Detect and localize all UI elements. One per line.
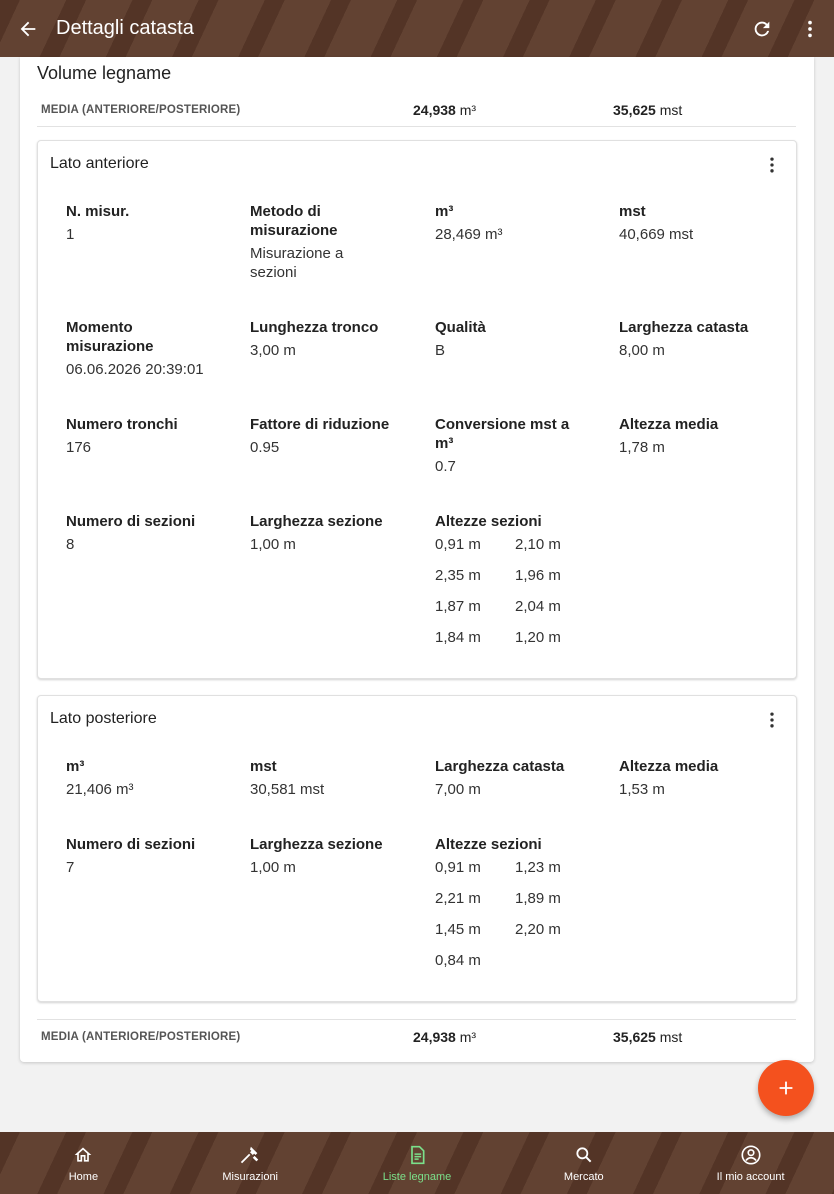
more-menu-button[interactable] bbox=[786, 0, 834, 57]
front-side-title: Lato anteriore bbox=[50, 155, 149, 172]
summary-mst: 35,625 mst bbox=[613, 1028, 683, 1045]
field-fattore-riduzione: Fattore di riduzione 0.95 bbox=[250, 416, 390, 456]
height-value: 1,84 m bbox=[435, 629, 481, 646]
list-icon bbox=[405, 1143, 429, 1167]
field-larghezza-catasta: Larghezza catasta 7,00 m bbox=[435, 758, 565, 798]
refresh-icon bbox=[751, 18, 773, 40]
summary-m3: 24,938 m³ bbox=[413, 101, 477, 118]
height-value: 1,96 m bbox=[515, 567, 561, 584]
app-bar bbox=[0, 0, 834, 57]
account-icon bbox=[739, 1143, 763, 1167]
nav-item-home[interactable] bbox=[0, 1132, 167, 1194]
nav-label: Mercato bbox=[563, 1171, 604, 1183]
front-more-button[interactable] bbox=[760, 153, 784, 177]
back-side-title: Lato posteriore bbox=[50, 710, 157, 727]
height-value: 1,45 m bbox=[435, 921, 481, 938]
field-altezze-sezioni-label: Altezze sezioni bbox=[435, 513, 542, 530]
back-side-card bbox=[37, 695, 797, 1002]
field-metodo: Metodo di misurazione Misurazione a sezioni bbox=[250, 203, 344, 281]
summary-m3: 24,938 m³ bbox=[413, 1028, 477, 1045]
nav-label: Il mio account bbox=[716, 1171, 785, 1183]
field-numero-sezioni: Numero di sezioni 7 bbox=[66, 836, 196, 876]
nav-label: Liste legname bbox=[382, 1171, 452, 1183]
field-momento: Momento misurazione 06.06.2026 20:39:01 bbox=[66, 319, 204, 378]
nav-item-account[interactable] bbox=[667, 1132, 834, 1194]
field-larghezza-sezione: Larghezza sezione 1,00 m bbox=[250, 513, 383, 553]
refresh-button[interactable] bbox=[738, 0, 786, 57]
height-value: 0,91 m bbox=[435, 536, 481, 553]
field-m3: m³ 28,469 m³ bbox=[435, 203, 503, 243]
summary-row-bottom bbox=[37, 1019, 796, 1053]
field-lunghezza-tronco: Lunghezza tronco 3,00 m bbox=[250, 319, 379, 359]
add-fab-button[interactable] bbox=[758, 1060, 814, 1116]
height-value: 1,89 m bbox=[515, 890, 561, 907]
summary-mst: 35,625 mst bbox=[613, 101, 683, 118]
search-icon bbox=[572, 1143, 596, 1167]
field-larghezza-sezione: Larghezza sezione 1,00 m bbox=[250, 836, 383, 876]
field-numero-tronchi: Numero tronchi 176 bbox=[66, 416, 178, 456]
front-side-card bbox=[37, 140, 797, 679]
page-title: Dettagli catasta bbox=[56, 17, 194, 39]
bottom-navigation bbox=[0, 1132, 834, 1194]
height-value: 2,04 m bbox=[515, 598, 561, 615]
field-altezza-media: Altezza media 1,53 m bbox=[619, 758, 719, 798]
summary-label: MEDIA (ANTERIORE/POSTERIORE) bbox=[41, 103, 241, 116]
nav-label: Misurazioni bbox=[222, 1171, 279, 1183]
field-n-misur: N. misur. 1 bbox=[66, 203, 130, 243]
field-larghezza-catasta: Larghezza catasta 8,00 m bbox=[619, 319, 749, 359]
back-button[interactable] bbox=[0, 0, 56, 57]
height-value: 0,91 m bbox=[435, 859, 481, 876]
height-value: 1,23 m bbox=[515, 859, 561, 876]
plus-icon bbox=[775, 1077, 797, 1099]
more-vert-icon bbox=[762, 155, 782, 175]
back-heights-grid bbox=[435, 858, 585, 970]
field-m3: m³ 21,406 m³ bbox=[66, 758, 134, 798]
home-icon bbox=[71, 1143, 95, 1167]
field-mst: mst 30,581 mst bbox=[250, 758, 325, 798]
field-conversione: Conversione mst a m³ 0.7 bbox=[435, 416, 570, 475]
nav-item-misurazioni[interactable] bbox=[167, 1132, 334, 1194]
volume-title: Volume legname bbox=[37, 63, 172, 83]
field-altezza-media: Altezza media 1,78 m bbox=[619, 416, 719, 456]
field-mst: mst 40,669 mst bbox=[619, 203, 694, 243]
nav-label: Home bbox=[68, 1171, 99, 1183]
height-value: 2,35 m bbox=[435, 567, 481, 584]
back-more-button[interactable] bbox=[760, 708, 784, 732]
height-value: 2,20 m bbox=[515, 921, 561, 938]
more-vert-icon bbox=[762, 710, 782, 730]
height-value: 2,10 m bbox=[515, 536, 561, 553]
summary-label: MEDIA (ANTERIORE/POSTERIORE) bbox=[41, 1030, 241, 1043]
hammer-icon bbox=[238, 1143, 262, 1167]
height-value: 1,87 m bbox=[435, 598, 481, 615]
field-altezze-sezioni-label: Altezze sezioni bbox=[435, 836, 542, 853]
height-value: 1,20 m bbox=[515, 629, 561, 646]
nav-item-liste-legname[interactable] bbox=[334, 1132, 501, 1194]
field-qualita: Qualità B bbox=[435, 319, 486, 359]
height-value: 0,84 m bbox=[435, 952, 481, 969]
nav-item-mercato[interactable] bbox=[500, 1132, 667, 1194]
field-numero-sezioni: Numero di sezioni 8 bbox=[66, 513, 196, 553]
more-vert-icon bbox=[799, 18, 821, 40]
height-value: 2,21 m bbox=[435, 890, 481, 907]
volume-card bbox=[20, 57, 814, 1062]
summary-row-top bbox=[37, 93, 796, 127]
front-heights-grid bbox=[435, 535, 585, 647]
arrow-back-icon bbox=[17, 18, 39, 40]
